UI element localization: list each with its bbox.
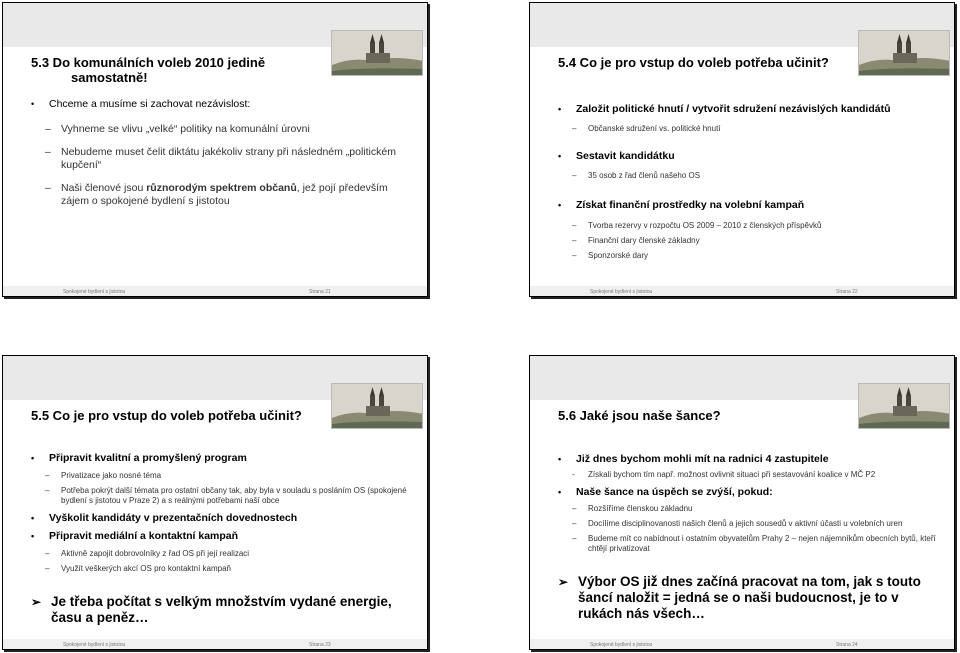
sub-bullet-2: – Nebudeme muset čelit diktátu jakékoliv strany při následném „politickém kupčení“ xyxy=(31,146,407,172)
slide-title xyxy=(31,55,265,85)
vysehrad-photo xyxy=(331,30,423,76)
slide-22 xyxy=(529,2,955,297)
arrow-statement: ➢ Výbor OS již dnes začíná pracovat na tom, jak s touto šancí naložit = jedná se o naši budoucnost, je to v rukách nás všech… xyxy=(558,574,942,622)
slide-title-line-2: samostatně! xyxy=(71,70,148,85)
bullet-1: • Již dnes bychom mohli mít na radnici 4 zastupitele xyxy=(558,453,942,466)
slide-title-line-1: 5.3 Do komunálních voleb 2010 jedině xyxy=(31,55,266,70)
slide-footer xyxy=(530,286,954,296)
slide-24 xyxy=(529,355,955,650)
arrow-statement: ➢ Je třeba počítat s velkým množstvím vydané energie, času a peněz… xyxy=(31,594,407,626)
footer-page-number: Strana 23 xyxy=(309,642,331,648)
footer-page-number: Strana 21 xyxy=(309,289,331,295)
bullet-2-sub-1: – Rozšíříme členskou základnu xyxy=(558,504,942,514)
vysehrad-photo xyxy=(858,383,950,429)
slide-footer xyxy=(530,639,954,649)
bullet-1: • Založit politické hnutí / vytvořit sdružení nezávislých kandidátů xyxy=(558,103,934,116)
bullet-3: • Připravit mediální a kontaktní kampaň xyxy=(31,530,407,543)
bullet-3: • Získat finanční prostředky na volební kampaň xyxy=(558,199,934,212)
sub-bullet-3 xyxy=(31,182,407,208)
bullet-2-sub-2: – Docílíme disciplinovanosti našich členů a jejich sousedů v aktivní účasti u volebních uren xyxy=(558,519,942,529)
footer-left: Spokojené bydlení s jistotou xyxy=(63,642,126,648)
bullet-1-sub-2: – Potřeba pokrýt další témata pro ostatní občany tak, aby byla v souladu s posláním OS (spokojené bydlení s jistotou v Praze 2) a s reálnými potřebami naší obce xyxy=(31,486,407,506)
slide-23 xyxy=(2,355,428,650)
bullet-3-sub-2: – Využít veškerých akcí OS pro kontaktní kampaň xyxy=(31,564,407,574)
slide-title: 5.6 Jaké jsou naše šance? xyxy=(558,408,721,423)
slide-body xyxy=(31,98,407,216)
footer-page-number: Strana 22 xyxy=(836,289,858,295)
slide-footer xyxy=(3,286,427,296)
bullet-2-sub: – 35 osob z řad členů našeho OS xyxy=(558,171,934,181)
bullet-2: • Vyškolit kandidáty v prezentačních dovednostech xyxy=(31,512,407,525)
bullet-1-sub: - Získali bychom tím např. možnost ovlivnit situaci při sestavování koalice v MČ P2 xyxy=(558,470,942,480)
sub-bullet-3-bold: různorodým spektrem občanů xyxy=(146,182,297,194)
bullet-2: • Naše šance na úspěch se zvýší, pokud: xyxy=(558,486,942,499)
slide-title: 5.5 Co je pro vstup do voleb potřeba učinit? xyxy=(31,408,302,423)
footer-page-number: Strana 24 xyxy=(836,642,858,648)
bullet-3-sub-1: – Aktivně zapojit dobrovolníky z řad OS při její realizaci xyxy=(31,549,407,559)
bullet-1-sub: – Občanské sdružení vs. politické hnutí xyxy=(558,124,934,134)
footer-left: Spokojené bydlení s jistotou xyxy=(63,289,126,295)
sub-bullet-1: – Vyhneme se vlivu „velké“ politiky na komunální úrovni xyxy=(31,123,407,136)
bullet-1: • Připravit kvalitní a promyšlený program xyxy=(31,452,407,465)
bullet-1-sub-1: – Privatizace jako nosné téma xyxy=(31,471,407,481)
bullet-2: • Sestavit kandidátku xyxy=(558,150,934,163)
slide-21 xyxy=(2,2,428,297)
slide-body xyxy=(31,452,407,626)
sub-bullet-3-post: , jež pojí především zájem o spokojené bydlení s jistotou xyxy=(61,182,388,207)
slide-title: 5.4 Co je pro vstup do voleb potřeba učinit? xyxy=(558,55,829,70)
bullet-2-sub-3: – Budeme mít co nabídnout i ostatním obyvatelům Prahy 2 – nejen nájemníkům obecních bytů, kteří chtějí privatizovat xyxy=(558,534,942,554)
sub-bullet-3-pre: Naši členové jsou xyxy=(61,182,147,194)
bullet-3-sub-2: – Finanční dary členské základny xyxy=(558,236,934,246)
bullet-main: • Chceme a musíme si zachovat nezávislost: xyxy=(31,98,407,111)
vysehrad-photo xyxy=(858,30,950,76)
bullet-3-sub-1: – Tvorba rezervy v rozpočtu OS 2009 – 2010 z členských příspěvků xyxy=(558,221,934,231)
bullet-3-sub-3: – Sponzorské dary xyxy=(558,251,934,261)
footer-left: Spokojené bydlení s jistotou xyxy=(590,289,653,295)
vysehrad-photo xyxy=(331,383,423,429)
footer-left: Spokojené bydlení s jistotou xyxy=(590,642,653,648)
slide-body xyxy=(558,453,942,622)
slide-body xyxy=(558,103,934,266)
slide-footer xyxy=(3,639,427,649)
